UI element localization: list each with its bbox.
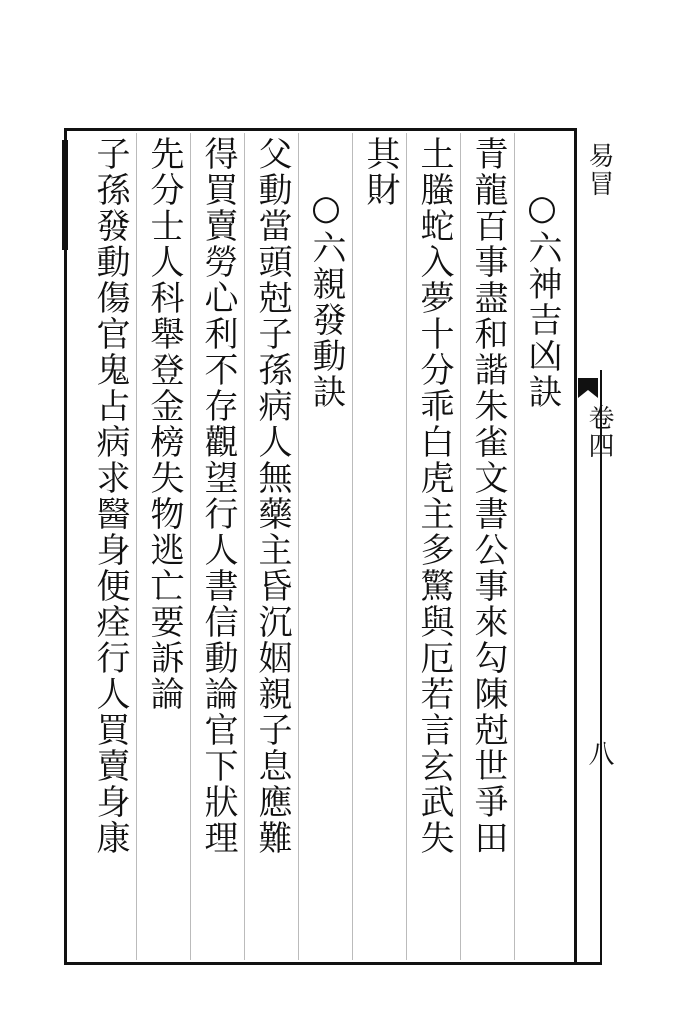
column-divider (244, 133, 245, 960)
text-column: 其財 (360, 136, 400, 208)
column-divider (352, 133, 353, 960)
frame-left-line (64, 128, 67, 965)
margin-book-title: 易冒 (584, 142, 614, 198)
column-divider (406, 133, 407, 960)
fishtail-mark (578, 378, 598, 398)
section-heading-six-relations: ○六親發動訣 (306, 188, 346, 410)
text-column: 父動當頭尅子孫病人無藥主昏沉姻親子息應難 (252, 136, 292, 856)
frame-bottom-line (64, 962, 602, 965)
frame-top-line (64, 128, 576, 131)
margin-page-number: 八 (584, 740, 614, 766)
column-divider (514, 133, 515, 960)
text-column: 得買賣勞心利不存觀望行人書信動論官下狀理 (198, 136, 238, 856)
column-divider (460, 133, 461, 960)
text-column: 子孫發動傷官鬼占病求醫身便痊行人買賣身康 (90, 136, 130, 856)
margin-volume: 卷四 (584, 404, 614, 460)
text-column: 先分士人科舉登金榜失物逃亡要訴論 (144, 136, 184, 712)
column-divider (298, 133, 299, 960)
frame-right-line (574, 128, 577, 965)
left-edge-mark (62, 140, 68, 250)
text-column: 土螣蛇入夢十分乖白虎主多驚與厄若言玄武失 (414, 136, 454, 856)
column-divider (190, 133, 191, 960)
section-heading-six-spirits: ○六神吉凶訣 (522, 188, 562, 410)
column-divider (136, 133, 137, 960)
text-column: 青龍百事盡和諧朱雀文書公事來勾陳尅世爭田 (468, 136, 508, 856)
